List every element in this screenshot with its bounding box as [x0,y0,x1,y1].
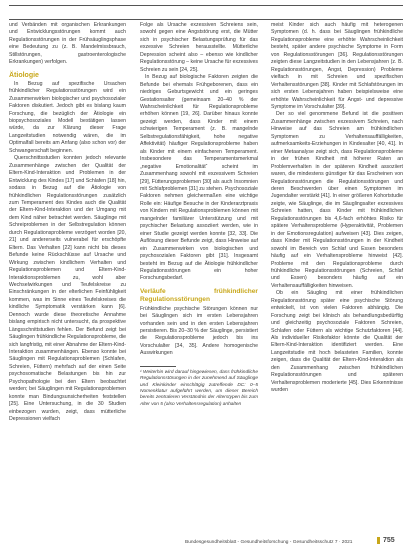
paragraph: Der so viel genommene Befund ist die positiven Zusammenhänge zwischen exzessivem Schreien, nach Hinweise auf das Schreien am frühkindlichen Symptomen zu Verhaltensauffälligkeiten, aufmerksamkeits-Erziehungen in Kindesalter [40, 41]. In einer Metaanalyse zeigt sich, dass Regulationsprobleme in der frühen Kindheit mit höherer Raten an Problemverhalten in der späteren Kindheit assoziiert waren, die mindestens günstiger für das Erscheinen von Regulationsstörungen die Regulationsstörungen und deren Beschwerden über einen Symptomen im Jugendalter verstärkt [41]. In einer größeren Kohortstudie zeigte, wie Säuglinge, die im Säuglingsalter exzessives Schreien hatten, dass Kinder mit frühkindlichen Regulationsstörungen bis 4,6-fach erhöhtes Risiko für spätere Verhaltensprobleme (Hyperaktivität, Problemen in der Emotionsregulation) aufweisen [43]. Dies zeigen, dass Kinder mit Regulationsstörungen in der Kindheit sowohl im Bereich von Schlaf und Essen besonders häufig auf ein Verhaltensprobleme hinweist [42]. Probleme mit den Regulationsprobleme durch frühkindliche Regulationsstörungen (Schreien, Schlaf und Essen) besonders häufig auf ein Verhaltensauffälligkeiten hinweisen. [271,111,403,289]
page-number: 755 [377,537,395,544]
section-heading: Ätiologie [9,71,39,79]
footnote-divider [140,366,176,367]
paragraph: Frühkindliche psychische Störungen können nur bei Säuglingen sich im ersten Lebensjahren vorhanden sein und in den ersten Lebensjahren persistieren. Bis 20–30 % der Säuglinge, persistiert die Regulationsprobleme jedoch bis ins Vorschulalter [34, 35]. Andere homogenische Auswirkungen [140,305,258,357]
paragraph: Querschnittsstudien konnten jedoch relevante Zusammenhänge zwischen der Qualität der Eltern-Kind-Interaktion und Problemen in der Entwicklung des Kindes [17] und Schlafen [18] hin, sodass in Bezug auf die Ätiologie von frühkindlichen Regulationsstörungen zusätzlich zum Temperament des Kindes auch die Qualität der Eltern-Kind-Interaktion und der Umgang mit dem Kind näher betrachtet werden. Säuglinge mit Schreiproblemen in der Selbstregulation können durch Regulationsprobleme verzögert worden [20, 21] und andererseits vulnerabel für erschöpfte Eltern. Das Verhalten [22] kann nicht bis dieses Befunde keine Rückschlüsse auf Ursache und Wirkung zwischen kindlichem Verhalten und Regulationsproblemen und Eltern-Kind-Interaktionsproblemen zu, wohl aber Wechselwirkungen und Teufelskreise zu Einschränkungen in der elterlichen Feinfühligkeit kommen, was im Sinne eines Teufelskreises die kindliche Symptomatik verstärken kann [6]. Dennoch wurde diese theoretische Annahme bislang empirisch nicht untersucht, da prospektive Längsschnittstudien fehlen. Der Befund zeigt bei Säuglingen frühkindliche Regulationsprobleme, die sich langfristig, mit einer Abnahme der Eltern-Kind-Interaktion zusammenhängen. Ebenso konnte bei Säuglingen mit Regulationsproblemen (Schlafen, Schreien, Füttern) mehrfach auf der einen Seite psychosomatische Belastungen bis hin zur Psychopathologie bei den Eltern beobachtet werden; bei Säuglingen mit Regulationsproblemen konnte man Bindungsunsicherheiten feststellen [25]. Eine Untersuchung, in die 30 Studien einbezogen wurden, zeigt, dass mütterliche Depressionen vielfach [9,155,126,423]
paragraph: und Verbänden mit organischen Erkrankungen und Entwicklungsstörungen kommt auch Regulationsstörungen in der Frühsäuglingsphase eine Bedeutung zu (z. B. Mandelmissbrauch, Stillstörungen, gastroenterologische Erkrankungen) verfolgen. [9,22,126,66]
footnote: ¹ Weiterhin wird darauf hingewiesen, dass frühkindliche Regulationsstörungen in der zunehmend auf Säuglinge und Kleinkinder einschlägig zutreffende DC: 0–5 Nomenklatur aufgeführt werden, um dieser Bereich bereits zentraleren Verständnis der Alterstypen bis zum Alter von 5 (also Verhaltensregulation) anhalten [140,369,258,407]
paragraph: In Bezug auf biologische Faktoren zeigten die Befunde bei ehemals Frühgeborenen, dass ein niedriges Geburtsgewicht und ein geringes Gestationsalter (gemeinsam 20–40 % der Wahrscheinlichkeit für Regulationsprobleme erhöhen können [19, 26]. Darüber hinaus konnte gezeigt werden, dass Kinder mit einem schwierigen Temperament (z. B. mangelnde Selbstregulationsfähigkeit, hohe negative Affektivität) häufiger Regulationsprobleme haben als Kinder mit einem einfacheren Temperament. Insbesondere das Temperamentsmerkmal „negative Emotionalität“ scheint im Zusammenhang sowohl mit exzessivem Schreien [29], Fütterungsproblemen [30] als auch Insomnien mit Schlafproblemen [31] zu stehen. Psychosoziale Faktoren nehmen gleichermaßen eine wichtige Rolle ein: Häufige Besuche in der Kinderarztpraxis von Kindern mit Regulationsproblemen können mit mangelnder familiärer Unterstützung und mit psychischer Belastung assoziiert werden, wie in einer Studie gezeigt werden konnte [32, 33]. Die Auflösung dieser Befunde zeigt, dass Hinweise auf ein Zusammenwirken von biologischen und psychosozialen Faktoren gibt [31]. Insgesamt besteht im Bezug auf die Ätiologie frühkindlicher Regulationsstörungen ein hoher Forschungsbedarf. [140,74,258,282]
section-heading: Verläufe frühkindlicher Regulationsstörungen [140,287,258,304]
paragraph: Ob ein Säugling mit einer frühkindlichen Regulationsstörung später eine psychische Störung entwickelt, ist von vielen Faktoren abhängig. Die Forschung zeigt bei klinisch als behandlungsbedürftig und gleichzeitig psychosoziale Faktoren Schreien, Schlafen oder Füttern als wichtige Schutzfaktoren [44]. Als individueller Risikofaktor könnte die Qualität der Eltern-Kind-Interaktion identifiziert werden. Eine Langzeitstudie mit hoch belasteten Familien, konnte zeigen, dass die Qualität der Eltern-Kind-Interaktion als den Zusammenhang zwischen frühkindlichen Regulationsstörungen und späteren Verhaltensproblemen moderierte [45]. Dies Erkenntnisse wurden [271,290,403,394]
column-2 [140,22,258,408]
paragraph: meist Kinder sich auch häufig mit heterogenen Symptomen (d. h. dass bei Säuglingen frühkindliche Regulationsprobleme eine erhöhte Wahrscheinlichkeit besteht, später andere psychische Symptome in Form von Regulationsstörungen [36]. Regulationsstörungen zeigten diese Langzeitstudien in den Lebensjahren (z. B. Regulationsstörungen, Angst, Depression) Probleme vielfach in mit Schreien und spezifischen Verhaltensstörungen [38]. Kinder mit Schlafstörungen im sich ersten Lebensjahren haben beispielsweise eine erhöhte Wahrscheinlichkeit für Angst- und depressive Symptome im Vorschulalter [39]. [271,22,403,110]
column-1 [9,22,126,424]
header-bar [9,5,403,20]
paragraph: In Bezug auf spezifische Ursachen frühkindlicher Regulationsstörungen wird ein Zusammenwirken biologischer und psychosozialer Faktoren diskutiert. Jedoch gibt es bislang kaum Forschung, die bezüglich der Ätiologie ein biopsychosoziales Modell bestätigen lassen würde, da zur Klärung dieser Frage Langzeitstudien notwendig wären, die im Optimalfall bereits am Anfang (also schon vor) der Schwangerschaft beginnen. [9,80,126,154]
paragraph: Folge als Ursache exzessiven Schreiens sein, sowohl gegen eine Angststörung erst, die Mütter sich in psychischer Belastungsprüfung für das exzessive Schreien herausstellte. Mütterliche Depression scheint also – ebenso wie kindlicher Regulationsstörung – keine Ursache für exzessives Schreien zu sein [24, 25]. [140,22,258,73]
journal-footer: Bundesgesundheitsblatt - Gesundheitsforschung - Gesundheitsschutz 7 · 2021 [185,540,353,545]
column-3 [271,22,403,395]
